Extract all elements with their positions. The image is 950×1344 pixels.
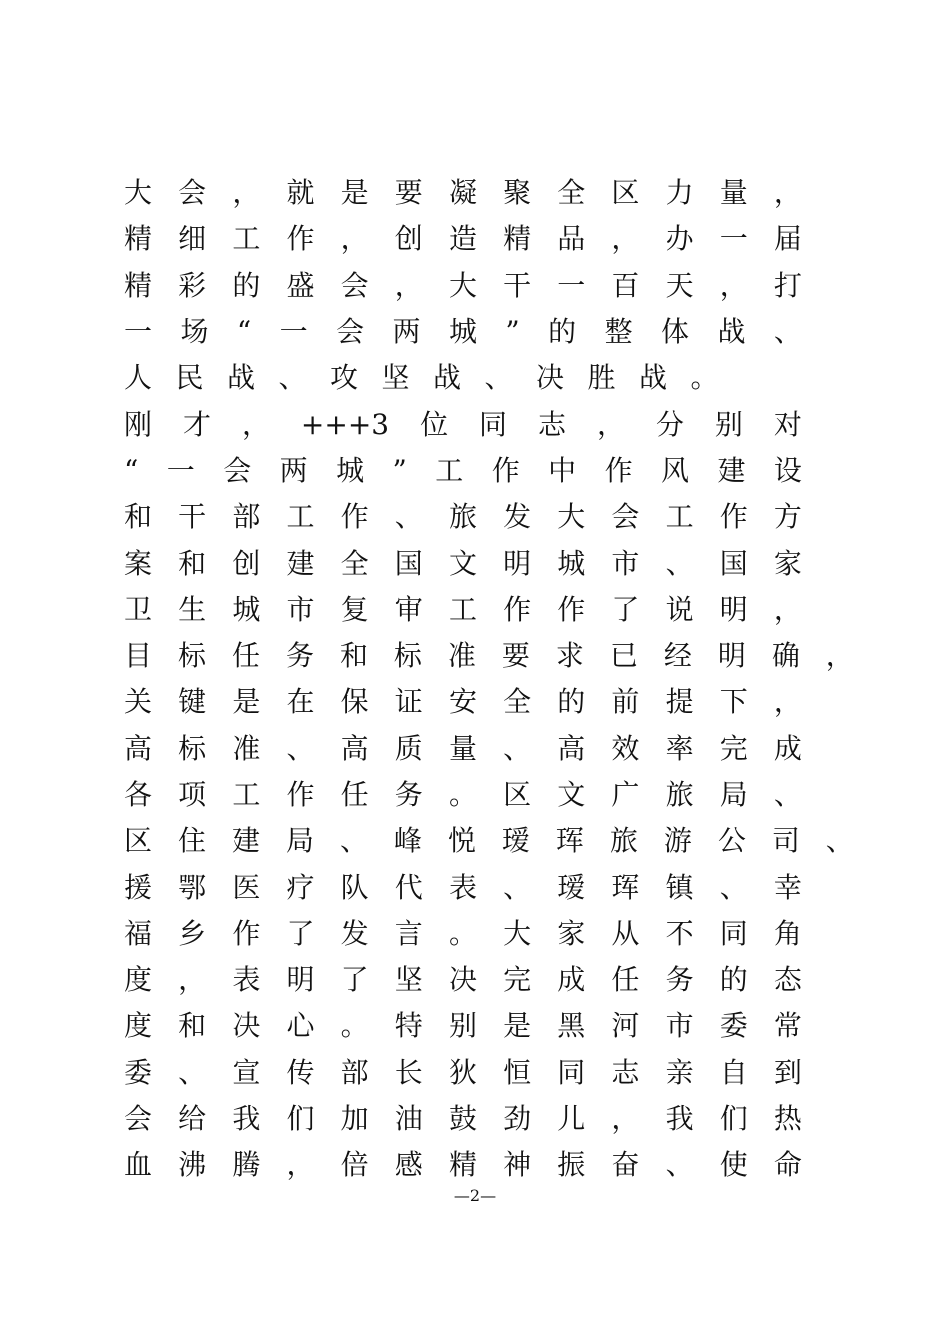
text-line: 委 、 宣 传 部 长 狄 恒 同 志 亲 自 到 — [124, 1055, 802, 1089]
text-line: 和 干 部 工 作 、 旅 发 大 会 工 作 方 — [124, 500, 802, 534]
text-line: 刚 才 ， +++3 位 同 志 ， 分 别 对 — [124, 407, 802, 441]
text-line: 援 鄂 医 疗 队 代 表 、 瑷 珲 镇 、 幸 — [124, 870, 802, 904]
text-line: 人 民 战 、 攻 坚 战 、 决 胜 战 。 — [124, 361, 719, 395]
text-line: 福 乡 作 了 发 言 。 大 家 从 不 同 角 — [124, 916, 802, 950]
text-line: 目 标 任 务 和 标 准 要 求 已 经 明 确 ， — [124, 639, 854, 673]
page-number: —2— — [453, 1186, 497, 1205]
text-line: 大 会 ， 就 是 要 凝 聚 全 区 力 量 ， — [124, 176, 802, 210]
text-line: 血 沸 腾 ， 倍 感 精 神 振 奋 、 使 命 — [124, 1148, 802, 1182]
text-line: 各 项 工 作 任 务 。 区 文 广 旅 局 、 — [124, 778, 802, 811]
text-line: 度 和 决 心 。 特 别 是 黑 河 市 委 常 — [124, 1009, 802, 1043]
text-line: 一 场 “ 一 会 两 城 ” 的 整 体 战 、 — [124, 315, 802, 349]
text-line: 卫 生 城 市 复 审 工 作 作 了 说 明 ， — [124, 592, 802, 626]
body-text — [124, 170, 854, 1189]
text-line: 度 ， 表 明 了 坚 决 完 成 任 务 的 态 — [124, 963, 802, 997]
text-line: 关 键 是 在 保 证 安 全 的 前 提 下 ， — [124, 685, 802, 719]
text-line: “ 一 会 两 城 ” 工 作 中 作 风 建 设 — [124, 453, 802, 487]
text-line: 高 标 准 、 高 质 量 、 高 效 率 完 成 — [124, 731, 802, 765]
text-line: 精 彩 的 盛 会 ， 大 干 一 百 天 ， 打 — [124, 268, 802, 302]
text-line: 精 细 工 作 ， 创 造 精 品 ， 办 一 届 — [124, 222, 802, 256]
text-line: 案 和 创 建 全 国 文 明 城 市 、 国 家 — [124, 546, 802, 580]
text-line: 区 住 建 局 、 峰 悦 瑷 珲 旅 游 公 司 、 — [124, 824, 854, 858]
text-line: 会 给 我 们 加 油 鼓 劲 儿 ， 我 们 热 — [124, 1102, 802, 1136]
